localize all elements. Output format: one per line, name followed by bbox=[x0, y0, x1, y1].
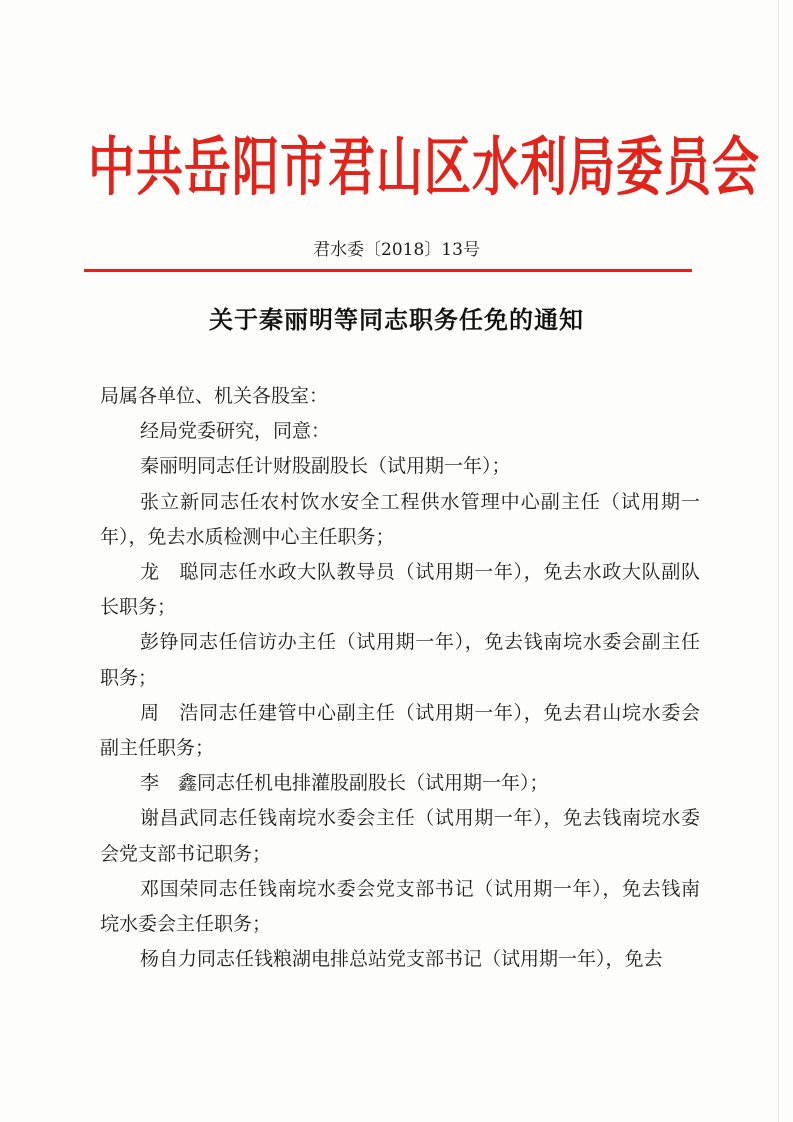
appointment-item: 周 浩同志任建管中心副主任（试用期一年），免去君山垸水委会副主任职务； bbox=[100, 701, 700, 760]
appointment-item: 龙 聪同志任水政大队教导员（试用期一年），免去水政大队副队长职务； bbox=[100, 561, 700, 619]
notice-body bbox=[100, 379, 700, 977]
scan-edge-line bbox=[778, 0, 779, 1122]
salutation: 局属各单位、机关各股室： bbox=[100, 385, 329, 407]
notice-title: 关于秦丽明等同志职务任免的通知 bbox=[209, 306, 584, 334]
intro-paragraph: 经局党委研究，同意： bbox=[140, 420, 331, 443]
appointment-item: 彭铮同志任信访办主任（试用期一年），免去钱南垸水委会副主任职务； bbox=[100, 631, 700, 689]
appointment-item: 谢昌武同志任钱南垸水委会主任（试用期一年），免去钱南垸水委会党支部书记职务； bbox=[100, 807, 700, 865]
appointment-item: 杨自力同志任钱粮湖电排总站党支部书记（试用期一年），免去 bbox=[140, 948, 663, 971]
appointment-item: 秦丽明同志任计财股副股长（试用期一年）； bbox=[140, 455, 511, 478]
appointment-item: 邓国荣同志任钱南垸水委会党支部书记（试用期一年），免去钱南垸水委会主任职务； bbox=[100, 877, 700, 936]
appointment-item: 张立新同志任农村饮水安全工程供水管理中心副主任（试用期一年），免去水质检测中心主任职务； bbox=[100, 490, 700, 548]
org-header-title: 中共岳阳市君山区水利局委员会 bbox=[88, 130, 760, 206]
document-number: 君水委〔2018〕13号 bbox=[313, 240, 480, 260]
red-divider-line bbox=[84, 269, 692, 272]
appointment-item: 李 鑫同志任机电排灌股副股长（试用期一年）； bbox=[140, 772, 549, 795]
